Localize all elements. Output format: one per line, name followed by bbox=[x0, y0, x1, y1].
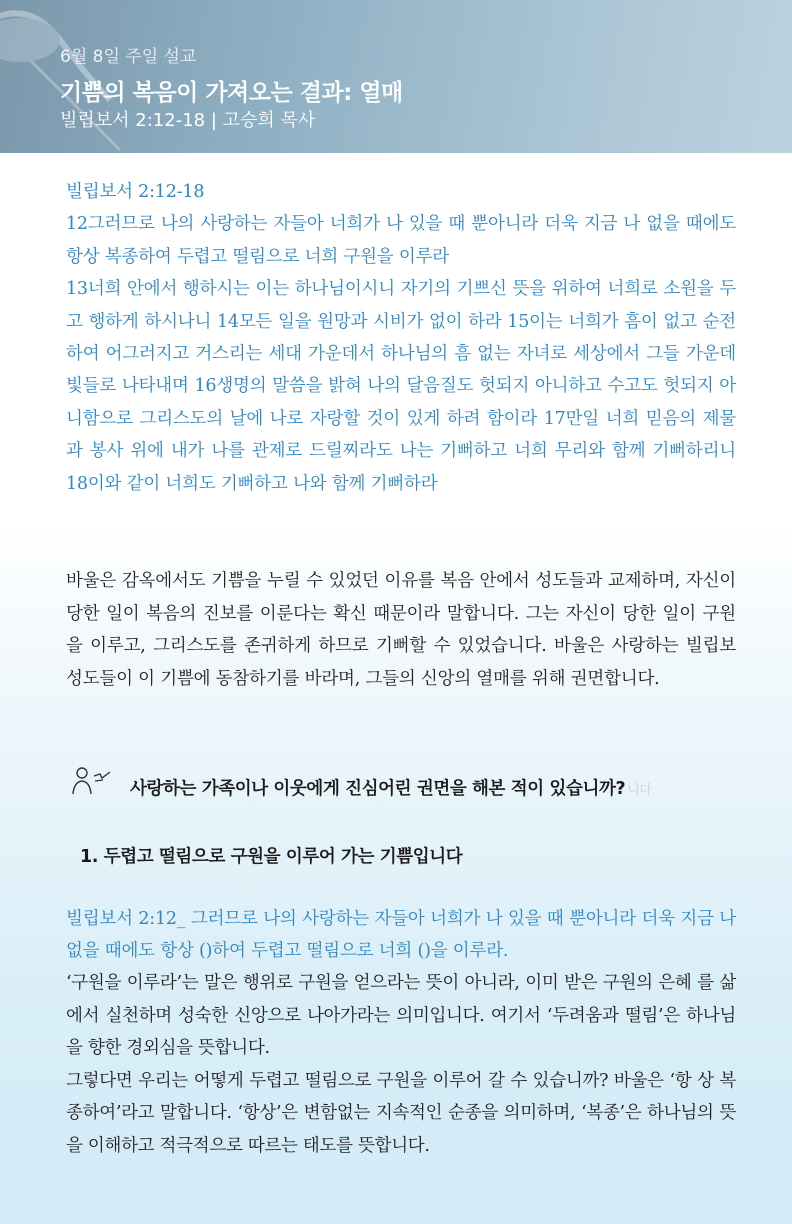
question-text: 사랑하는 가족이나 이웃에게 진심어린 권면을 해본 적이 있습니까? 니다 bbox=[130, 779, 652, 799]
scripture-reference: 빌립보서 2:12-18 bbox=[66, 182, 205, 202]
intro-paragraph: 바울은 감옥에서도 기쁨을 누릴 수 있었던 이유를 복음 안에서 성도들과 교제하며, 자신이 당한 일이 복음의 진보를 이룬다는 확신 때문이라 말합니다. 그는 자신이 당한 일이 구원을 이루고, 그리스도를 존귀하게 하므로 기뻐할 수 있었습니다. 바울은 사랑하는 빌립보 성도들이 이 기쁨에 동참하기를 바라며, 그들의 신앙의 열매를 위해 권면합니다. bbox=[66, 571, 736, 689]
person-speaking-icon bbox=[70, 764, 118, 798]
section-1-paragraph-1: ‘구원을 이루라’는 말은 행위로 구원을 얻으라는 뜻이 아니라, 이미 받은 구원의 은혜 를 삶에서 실천하며 성숙한 신앙으로 나아가라는 의미입니다. 여기서 ‘두려움과 떨림’은 하나님을 향한 경외심을 뜻합니다. bbox=[66, 973, 736, 1059]
section-1-heading: 1. 두렵고 떨림으로 구원을 이루어 가는 기쁨입니다 bbox=[80, 847, 463, 867]
question-ghost-text: 니다 bbox=[627, 783, 652, 798]
sermon-date: 6월 8일 주일 설교 bbox=[60, 47, 197, 67]
scripture-verses-13-18: 13너희 안에서 행하시는 이는 하나님이시니 자기의 기쁘신 뜻을 위하여 너희로 소원을 두고 행하게 하시나니 14모든 일을 원망과 시비가 없이 하라 15이는 너희가 흠이 없고 순전하여 어그러지고 거스리는 세대 가운데서 하나님의 흠 없는 자녀로 세상에서 그들 가운데 빛들로 나타내며 16생명의 말씀을 밝혀 나의 달음질도 헛되지 아니하고 수고도 헛되지 아니함으로 그리스도의 날에 나로 자랑할 것이 있게 하려 함이라 17만일 너희 믿음의 제물과 봉사 위에 내가 나를 관제로 드릴찌라도 나는 기뻐하고 너희 무리와 함께 기뻐하리니 18이와 같이 너희도 기뻐하고 나와 함께 기뻐하라 bbox=[66, 279, 736, 494]
scripture-verse-12: 12그러므로 나의 사랑하는 자들아 너희가 나 있을 때 뿐아니라 더욱 지금 나 없을 때에도 항상 복종하여 두렵고 떨림으로 너희 구원을 이루라 bbox=[66, 214, 736, 267]
section-1-body bbox=[66, 967, 736, 1163]
section-1-scripture: 빌립보서 2:12_ 그러므로 나의 사랑하는 자들아 너희가 나 있을 때 뿐아니라 더욱 지금 나 없을 때에도 항상 ()하여 두렵고 떨림으로 너희 ()을 이루라. bbox=[66, 909, 736, 962]
reflection-question bbox=[70, 760, 750, 810]
scripture-passage bbox=[66, 176, 736, 500]
sermon-title: 기쁨의 복음이 가져오는 결과: 열매 bbox=[60, 80, 403, 106]
section-1-paragraph-2: 그렇다면 우리는 어떻게 두렵고 떨림으로 구원을 이루어 갈 수 있습니까? 바울은 ‘항 상 복종하여’라고 말합니다. ‘항상’은 변함없는 지속적인 순종을 의미하며, ‘복종’은 하나님의 뜻을 이해하고 적극적으로 따르는 태도를 뜻합니다. bbox=[66, 1070, 736, 1156]
sermon-header bbox=[0, 0, 792, 153]
sermon-subtitle: 빌립보서 2:12-18 | 고승희 목사 bbox=[60, 110, 316, 131]
